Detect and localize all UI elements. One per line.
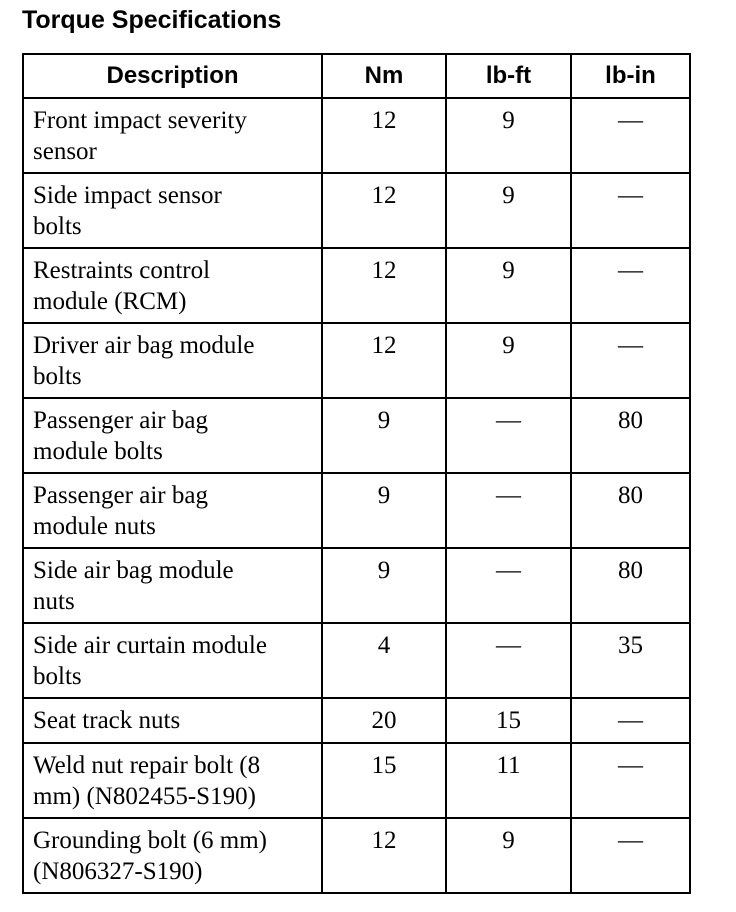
- table-row: [23, 173, 690, 248]
- torque-spec-table: [22, 53, 691, 894]
- cell-description: [23, 743, 322, 818]
- table-body: [23, 98, 690, 893]
- cell-nm: 12: [322, 173, 446, 248]
- cell-lb-ft: —: [446, 398, 571, 473]
- table-row: [23, 818, 690, 893]
- description-line: Passenger air bag: [33, 482, 208, 509]
- cell-description: [23, 173, 322, 248]
- cell-lb-in: —: [571, 743, 690, 818]
- cell-nm: 4: [322, 623, 446, 698]
- cell-nm: 9: [322, 548, 446, 623]
- cell-nm: 12: [322, 248, 446, 323]
- cell-lb-in: 35: [571, 623, 690, 698]
- table-row: [23, 398, 690, 473]
- description-line: Weld nut repair bolt (8: [33, 752, 261, 779]
- description-line: sensor: [33, 138, 97, 165]
- header-lb-in: lb-in: [571, 54, 690, 98]
- description-line: Side air curtain module: [33, 632, 267, 659]
- table-row: [23, 698, 690, 743]
- description-line: nuts: [33, 588, 75, 615]
- cell-lb-ft: —: [446, 548, 571, 623]
- description-line: module nuts: [33, 513, 156, 540]
- cell-description: [23, 698, 322, 743]
- table-row: [23, 623, 690, 698]
- cell-lb-in: 80: [571, 473, 690, 548]
- cell-description: [23, 323, 322, 398]
- cell-description: [23, 473, 322, 548]
- cell-lb-ft: 9: [446, 173, 571, 248]
- cell-lb-ft: —: [446, 623, 571, 698]
- cell-lb-ft: 15: [446, 698, 571, 743]
- cell-nm: 15: [322, 743, 446, 818]
- cell-description: [23, 623, 322, 698]
- cell-description: [23, 548, 322, 623]
- description-line: bolts: [33, 663, 82, 690]
- header-row: [23, 54, 690, 98]
- cell-lb-in: 80: [571, 548, 690, 623]
- description-line: module (RCM): [33, 288, 187, 315]
- cell-nm: 12: [322, 98, 446, 173]
- table-row: [23, 323, 690, 398]
- description-line: (N806327-S190): [33, 858, 203, 885]
- cell-nm: 12: [322, 323, 446, 398]
- cell-lb-ft: —: [446, 473, 571, 548]
- table-row: [23, 548, 690, 623]
- description-line: module bolts: [33, 438, 163, 465]
- cell-lb-in: —: [571, 698, 690, 743]
- description-line: Driver air bag module: [33, 332, 255, 359]
- cell-description: [23, 248, 322, 323]
- description-line: Restraints control: [33, 257, 211, 284]
- cell-lb-in: —: [571, 173, 690, 248]
- cell-lb-in: 80: [571, 398, 690, 473]
- cell-lb-ft: 11: [446, 743, 571, 818]
- description-line: Side air bag module: [33, 557, 234, 584]
- cell-lb-ft: 9: [446, 248, 571, 323]
- description-line: bolts: [33, 213, 82, 240]
- cell-lb-ft: 9: [446, 818, 571, 893]
- description-line: Seat track nuts: [33, 707, 181, 734]
- cell-lb-in: —: [571, 323, 690, 398]
- cell-lb-in: —: [571, 248, 690, 323]
- cell-nm: 20: [322, 698, 446, 743]
- cell-lb-in: —: [571, 818, 690, 893]
- table-row: [23, 248, 690, 323]
- cell-lb-ft: 9: [446, 323, 571, 398]
- cell-nm: 9: [322, 398, 446, 473]
- description-line: bolts: [33, 363, 82, 390]
- header-lb-ft: lb-ft: [446, 54, 571, 98]
- cell-description: [23, 398, 322, 473]
- cell-lb-in: —: [571, 98, 690, 173]
- table-row: [23, 743, 690, 818]
- cell-nm: 9: [322, 473, 446, 548]
- description-line: Grounding bolt (6 mm): [33, 827, 268, 854]
- description-line: Front impact severity: [33, 107, 247, 134]
- description-line: Passenger air bag: [33, 407, 208, 434]
- header-description: Description: [23, 54, 322, 98]
- cell-description: [23, 98, 322, 173]
- cell-nm: 12: [322, 818, 446, 893]
- header-nm: Nm: [322, 54, 446, 98]
- table-row: [23, 98, 690, 173]
- description-line: mm) (N802455-S190): [33, 783, 256, 810]
- cell-lb-ft: 9: [446, 98, 571, 173]
- cell-description: [23, 818, 322, 893]
- description-line: Side impact sensor: [33, 182, 222, 209]
- page-title: Torque Specifications: [22, 6, 282, 34]
- table-row: [23, 473, 690, 548]
